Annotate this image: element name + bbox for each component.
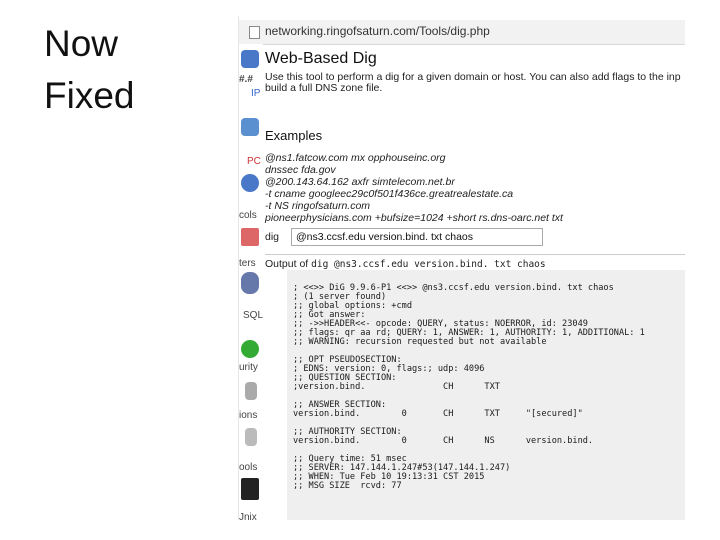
terminal-icon[interactable] (241, 478, 259, 500)
example-link[interactable]: @200.143.64.162 axfr simtelecom.net.br (265, 176, 455, 188)
example-link[interactable]: dnssec fda.gov (265, 164, 336, 176)
dig-label: dig (265, 231, 280, 243)
sidebar-item-label[interactable]: ters (239, 258, 256, 269)
sidebar-item-label[interactable]: PC (247, 156, 261, 167)
dig-query-input[interactable]: @ns3.ccsf.edu version.bind. txt chaos (291, 228, 543, 246)
funnel-icon[interactable] (241, 228, 259, 246)
intro-text (265, 72, 685, 94)
slide-title-line2: Fixed (44, 75, 135, 116)
checkmark-icon[interactable] (241, 340, 259, 358)
database-icon[interactable] (241, 272, 259, 294)
example-link[interactable]: -t NS ringofsaturn.com (265, 200, 371, 212)
example-link[interactable]: pioneerphysicians.com +bufsize=1024 +short rs.dns-oarc.net txt (265, 212, 563, 224)
page-heading: Web-Based Dig (265, 50, 377, 67)
output-caption (265, 258, 546, 270)
sidebar-item-label[interactable]: IP (251, 88, 261, 99)
output-command: dig @ns3.ccsf.edu version.bind. txt chaos (311, 259, 546, 270)
dig-output-panel (287, 270, 685, 520)
example-link[interactable]: -t cname googleec29c0f501f436ce.greatrealestate.ca (265, 188, 514, 200)
example-link[interactable]: @ns1.fatcow.com mx opphouseinc.org (265, 152, 446, 164)
sidebar-item-label[interactable]: urity (239, 362, 258, 373)
dig-output-text: ; <<>> DiG 9.9.6-P1 <<>> @ns3.ccsf.edu version.bind. txt chaos ; (1 server found) ;; global options: +cmd ;; Got answer: ;; ->>HEADER<<- opcode: QUERY, status: NOERROR, id: 23049 ;; flags: qr aa rd; QUERY: 1, ANSWER: 1, AUTHORITY: 1, ADDITIONAL: 1 ;; WARNING: recursion requested but not available ;; OPT PSEUDOSECTION: ; EDNS: version: 0, flags:; udp: 4096 ;; QUESTION SECTION: ;version.bind. CH TXT ;; ANSWER SECTION: version.bind. 0 CH TXT "[secured]" ;; AUTHORITY SECTION: version.bind. 0 CH NS version.bind. ;; Query time: 51 msec ;; SERVER: 147.144.1.247#53(147.144.1.247) ;; WHEN: Tue Feb 10 19:13:31 CST 2015 ;; MSG SIZE rcvd: 77 (293, 283, 645, 491)
examples-list (265, 152, 563, 224)
browser-screenshot (238, 16, 685, 520)
url-text[interactable]: networking.ringofsaturn.com/Tools/dig.php (265, 24, 490, 38)
sidebar-item-label[interactable]: Jnix (239, 512, 257, 520)
page-icon (249, 26, 260, 39)
sidebar-item-label[interactable]: ions (239, 410, 258, 421)
divider (265, 254, 685, 255)
sidebar-item-label[interactable]: #.# (239, 74, 253, 85)
output-prefix: Output of (265, 258, 309, 270)
sidebar-item-label[interactable]: ools (239, 462, 258, 473)
sidebar-item-label[interactable]: cols (239, 210, 257, 221)
slide-title (44, 18, 134, 122)
examples-heading: Examples (265, 128, 323, 143)
address-bar[interactable] (239, 20, 685, 45)
gear-icon[interactable] (241, 174, 259, 192)
intro-line: Use this tool to perform a dig for a given domain or host. You can also add flags to the inp (265, 71, 681, 83)
wrench-icon[interactable] (245, 382, 257, 400)
intro-line: build a full DNS zone file. (265, 82, 383, 94)
sidebar-item-label[interactable]: SQL (243, 310, 264, 321)
monitor-icon[interactable] (241, 50, 259, 68)
sidebar (239, 44, 263, 520)
scissors-icon[interactable] (245, 428, 257, 446)
pc-monitor-icon[interactable] (241, 118, 259, 136)
slide-title-line1: Now (44, 23, 119, 64)
